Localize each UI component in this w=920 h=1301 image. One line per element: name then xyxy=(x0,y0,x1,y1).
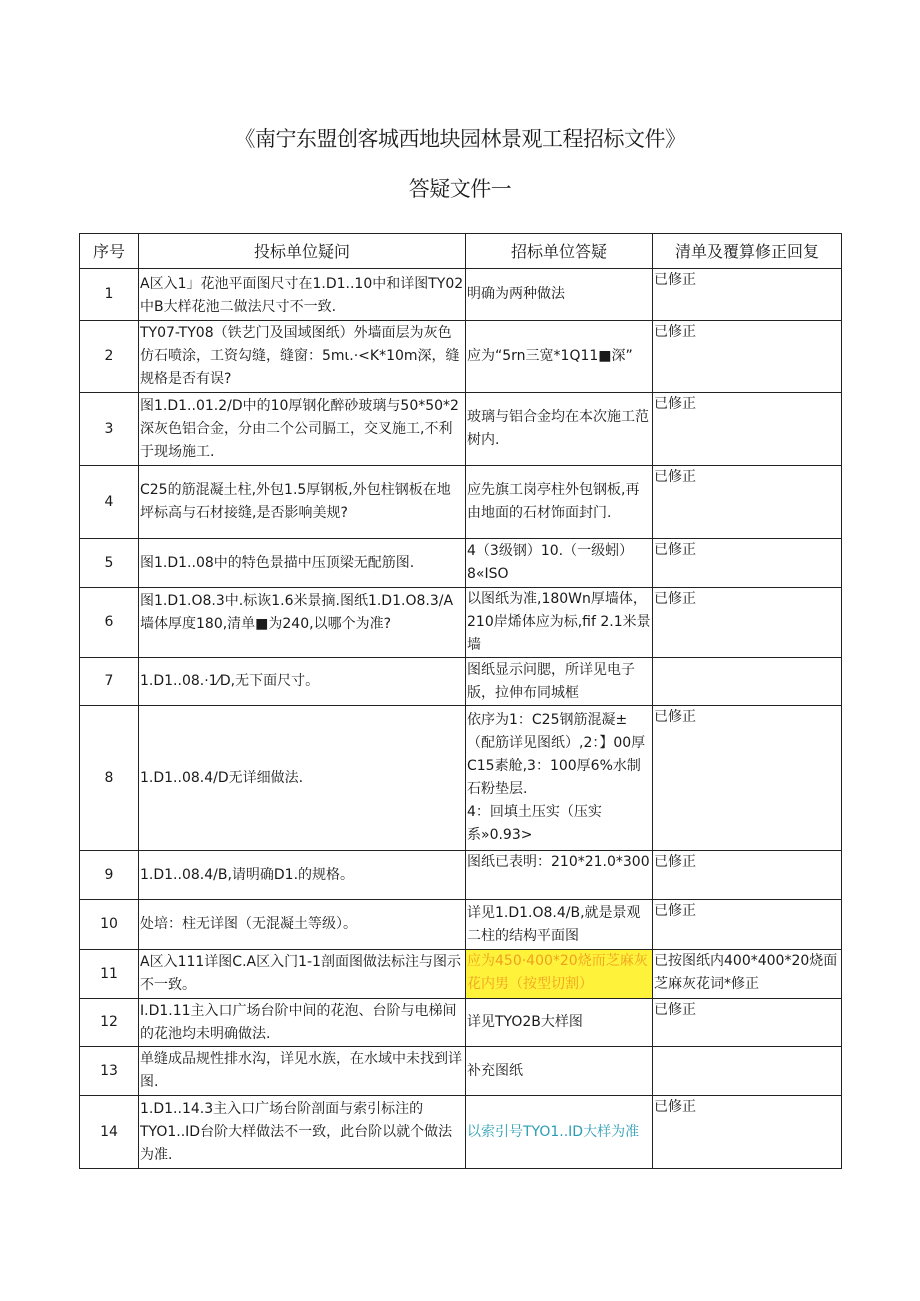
row-reply: 已修正 xyxy=(653,1096,842,1169)
question-text: A区入1」花池平面图尺寸在1.D1..10中和详图TY02中B大样花池二做法尺寸不一致. xyxy=(140,275,464,315)
header-reply: 清单及覆算修正回复 xyxy=(653,234,842,269)
table-row xyxy=(80,999,842,1047)
table-row xyxy=(80,658,842,706)
row-answer: 玻璃与铝合金均在本次施工范树内. xyxy=(466,393,653,466)
row-no: 12 xyxy=(80,999,139,1047)
row-no: 8 xyxy=(80,706,139,851)
row-question: 1.D1..08.·1⁄D,无下面尺寸。 xyxy=(139,658,466,706)
document-title: 《南宁东盟创客城西地块园林景观工程招标文件》 xyxy=(234,127,686,151)
row-answer: 以图纸为准,180Wn厚墙体，210岸烯体应为标,fif 2.1米景墙 xyxy=(466,588,653,658)
row-question xyxy=(139,269,466,321)
row-question: 单缝成品规性排水沟，详见水族，在水域中未找到详图. xyxy=(139,1047,466,1096)
row-question: C25的筋混凝土柱,外包1.5厚钢板,外包柱钢板在地坪标高与石材接缝,是否影响美规? xyxy=(139,466,466,539)
row-question: 1.D1..14.3主入口广场台阶剖面与索引标注的TYO1..ID台阶大样做法不一致，此台阶以就个做法为准. xyxy=(139,1096,466,1169)
answer-text: 应为450·400*20烧而芝麻灰花内男（按型切割） xyxy=(467,953,648,992)
row-question: A区入111详图C.A区入门1-1剖面图做法标注与图示不一致。 xyxy=(139,950,466,999)
row-no: 7 xyxy=(80,658,139,706)
row-answer: 详见TYO2B大样图 xyxy=(466,999,653,1047)
header-no: 序号 xyxy=(80,234,139,269)
row-no: 10 xyxy=(80,900,139,950)
row-answer: 应先旗工岗亭柱外包钢板,再由地面的石材饰面封门. xyxy=(466,466,653,539)
table-row xyxy=(80,706,842,851)
table-row xyxy=(80,269,842,321)
row-no: 5 xyxy=(80,539,139,588)
row-question: 图1.D1..08中的特色景描中压顶梁无配筋图. xyxy=(139,539,466,588)
row-question: 1.D1..08.4/B,请明确D1.的规格。 xyxy=(139,851,466,900)
row-no: 1 xyxy=(80,269,139,321)
qa-table xyxy=(79,233,842,1169)
row-reply: 已修正 xyxy=(653,999,842,1047)
row-question xyxy=(139,588,466,658)
table-header-row xyxy=(80,234,842,269)
row-answer xyxy=(466,950,653,999)
row-reply: 已修正 xyxy=(653,539,842,588)
table-row xyxy=(80,1047,842,1096)
row-answer: 依序为1：C25钢筋混凝±（配筋详见图纸）,2：】00厚C15素舱,3：100厚6%水制石粉垫层. 4：回填土压实（压实系»0.93> xyxy=(466,706,653,851)
row-reply: 已修正 xyxy=(653,321,842,393)
row-question: TY07-TY08（铁艺门及国域图纸）外墙面层为灰色仿石喷涂，工资勾缝，缝窗：5mι.·<K*10m深，缝规格是否有误? xyxy=(139,321,466,393)
table-row xyxy=(80,393,842,466)
table-row xyxy=(80,900,842,950)
row-no: 9 xyxy=(80,851,139,900)
row-question: I.D1.11主入口广场台阶中间的花泡、台阶与电梯间的花池均未明确做法. xyxy=(139,999,466,1047)
row-no: 14 xyxy=(80,1096,139,1169)
row-answer: 详见1.D1.O8.4/B,就是景观二柱的结构平面图 xyxy=(466,900,653,950)
row-answer: 应为“5rn三宽*1Q11■深” xyxy=(466,321,653,393)
table-row xyxy=(80,539,842,588)
row-answer: 图纸显示问腮，所详见电子版，拉伸布同城框 xyxy=(466,658,653,706)
row-reply xyxy=(653,950,842,999)
table-row xyxy=(80,466,842,539)
row-answer: 明确为两种做法 xyxy=(466,269,653,321)
row-answer: 补充图纸 xyxy=(466,1047,653,1096)
row-reply: 已修正 xyxy=(653,900,842,950)
row-no: 4 xyxy=(80,466,139,539)
row-reply: 已修正 xyxy=(653,851,842,900)
header-answer: 招标单位答疑 xyxy=(466,234,653,269)
row-no: 6 xyxy=(80,588,139,658)
header-question: 投标单位疑问 xyxy=(139,234,466,269)
row-answer: 4（3级钢）10.（一级蚓）8«ISO xyxy=(466,539,653,588)
row-reply: 已修正 xyxy=(653,466,842,539)
row-reply xyxy=(653,1047,842,1096)
row-question: 图1.D1..01.2/D中的10厚钢化醉砂玻璃与50*50*2深灰色铝合金，分由二个公司膈工，交叉施工,不利于现场施工. xyxy=(139,393,466,466)
row-no: 11 xyxy=(80,950,139,999)
table-row xyxy=(80,851,842,900)
row-question: 处培：柱无详图（无混凝土等级）。 xyxy=(139,900,466,950)
document-subtitle: 答疑文件一 xyxy=(408,177,512,201)
row-no: 13 xyxy=(80,1047,139,1096)
row-question: 1.D1..08.4/D无详细做法. xyxy=(139,706,466,851)
row-reply: 已修正 xyxy=(653,588,842,658)
row-no: 3 xyxy=(80,393,139,466)
table-row xyxy=(80,950,842,999)
row-answer: 以索引号TYO1..ID大样为准 xyxy=(466,1096,653,1169)
row-reply: 已修正 xyxy=(653,706,842,851)
row-reply: 已修正 xyxy=(653,269,842,321)
reply-text: 已按图纸内400*400*20烧面芝麻灰花词*修正 xyxy=(654,953,838,992)
row-answer: 图纸已表明：210*21.0*300 xyxy=(466,851,653,900)
table-row xyxy=(80,1096,842,1169)
table-row xyxy=(80,321,842,393)
row-reply xyxy=(653,658,842,706)
row-no: 2 xyxy=(80,321,139,393)
row-reply: 已修正 xyxy=(653,393,842,466)
question-text: 图1.D1.O8.3中.标诙1.6米景摘.图纸1.D1.O8.3/A墙体厚度180,清单■为240,以哪个为准? xyxy=(140,593,454,632)
table-row xyxy=(80,588,842,658)
